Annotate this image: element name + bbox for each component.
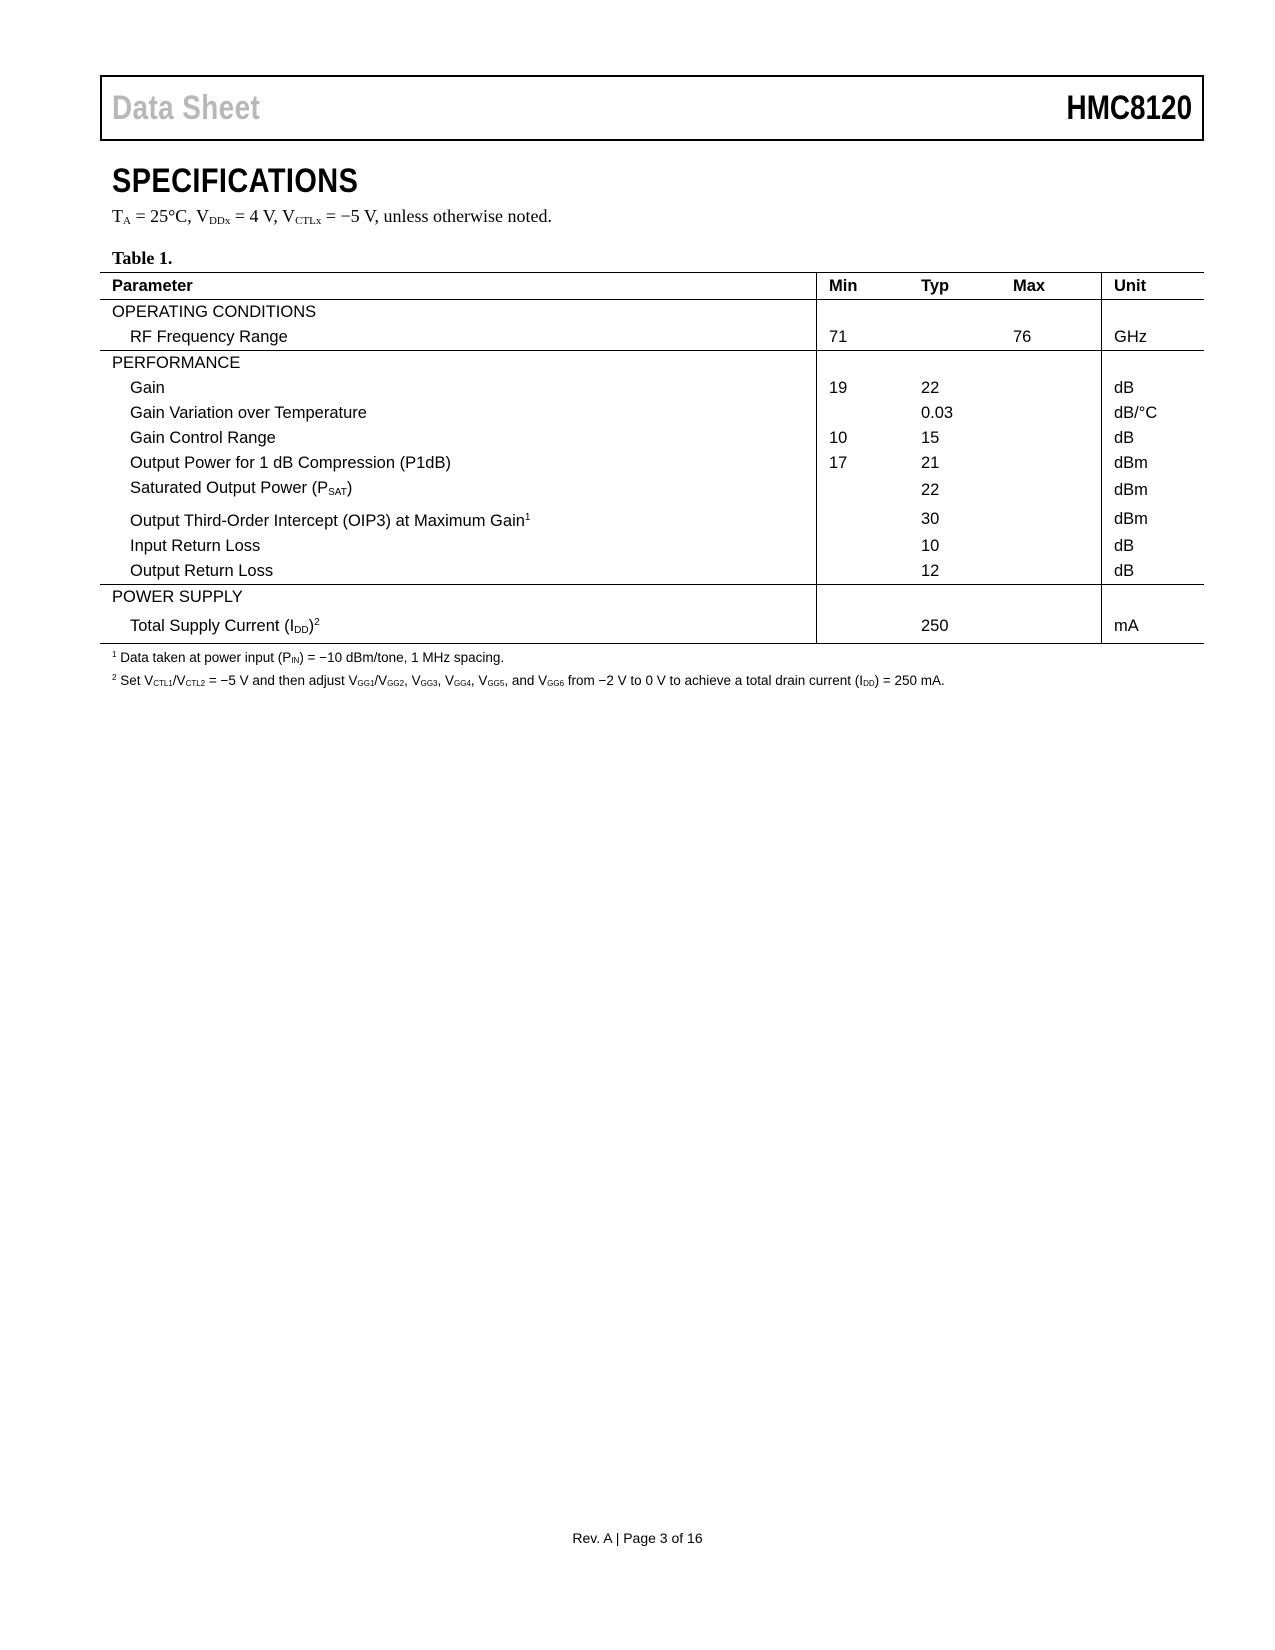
- header-parameter: Parameter: [100, 273, 817, 300]
- param-cell: Saturated Output Power $(P_{SAT})$: [130, 479, 353, 498]
- max-cell: [1013, 451, 1102, 476]
- table-row: [100, 559, 1204, 585]
- group-label: OPERATING CONDITIONS: [112, 303, 317, 321]
- header-part-number: HMC8120: [1066, 89, 1192, 127]
- typ-cell: 22: [921, 481, 940, 499]
- footnote-ref: 2: [314, 617, 320, 628]
- table-caption: Table 1.: [112, 248, 173, 268]
- max-cell: [1013, 534, 1102, 559]
- param-cell: Input Return Loss: [130, 537, 261, 555]
- specifications-table: [100, 272, 1204, 644]
- typ-cell: 250: [921, 610, 1013, 644]
- section-title: SPECIFICATIONS: [112, 162, 359, 200]
- unit-cell: dB: [1102, 534, 1205, 559]
- max-cell: [1013, 610, 1102, 644]
- min-cell: 17: [817, 451, 922, 476]
- unit-cell: GHz: [1102, 325, 1205, 351]
- table-row: [100, 401, 1204, 426]
- table-row: [100, 376, 1204, 401]
- max-cell: [1013, 559, 1102, 585]
- unit-cell: dB: [1102, 559, 1205, 585]
- table-header-row: [100, 273, 1204, 300]
- unit-cell: mA: [1102, 610, 1205, 644]
- min-cell: 10: [817, 426, 922, 451]
- header-unit: Unit: [1102, 273, 1205, 300]
- param-cell: Gain: [130, 379, 165, 397]
- param-cell: RF Frequency Range: [100, 325, 817, 351]
- page-header: [100, 75, 1204, 141]
- max-cell: [1013, 505, 1102, 534]
- page-footer: Rev. A | Page 3 of 16: [572, 1530, 703, 1546]
- test-conditions: $T_A = 25^\circ C$, $V_{DDx} = 4$ V, $V_{CTLx} = -5$ V, unless otherwise noted.: [112, 206, 552, 227]
- typ-cell: [921, 325, 1013, 351]
- param-cell: Output Third-Order Intercept (OIP3) at Maximum Gain$^1$: [130, 512, 531, 530]
- param-cell: Output Return Loss: [100, 559, 817, 585]
- typ-cell: 10: [921, 537, 940, 555]
- group-row: [100, 351, 1204, 377]
- param-cell: Total Supply Current $(I_{DD})^2$: [100, 610, 817, 644]
- typ-cell: 15: [921, 429, 940, 447]
- table-row: [100, 534, 1204, 559]
- typ-cell: 30: [921, 510, 940, 528]
- min-cell: [817, 559, 922, 585]
- unit-cell: dBm: [1102, 451, 1205, 476]
- param-cell: Output Power for 1 dB Compression (P1dB): [130, 454, 451, 472]
- unit-cell: dBm: [1102, 476, 1205, 505]
- max-cell: [1013, 376, 1102, 401]
- group-label: PERFORMANCE: [112, 354, 241, 372]
- param-cell: Gain Control Range: [130, 429, 276, 447]
- min-cell: [817, 534, 922, 559]
- table-row: [100, 476, 1204, 505]
- typ-cell: 21: [921, 454, 940, 472]
- min-cell: 19: [817, 376, 922, 401]
- table-row: [100, 505, 1204, 534]
- typ-cell: 0.03: [921, 404, 954, 422]
- max-cell: 76: [1013, 325, 1102, 351]
- max-cell: [1013, 476, 1102, 505]
- min-cell: [817, 401, 922, 426]
- group-row: [100, 300, 1204, 326]
- min-cell: [817, 610, 922, 644]
- param-cell: Gain Variation over Temperature: [130, 404, 367, 422]
- header-min: Min: [817, 273, 922, 300]
- max-cell: [1013, 426, 1102, 451]
- table-row: [100, 610, 1204, 644]
- header-max: Max: [1013, 273, 1102, 300]
- table-row: [100, 426, 1204, 451]
- group-row: [100, 585, 1204, 611]
- min-cell: 71: [817, 325, 922, 351]
- header-doc-type: Data Sheet: [112, 89, 261, 127]
- group-label: POWER SUPPLY: [112, 588, 243, 606]
- footnote-1: $^1$ Data taken at power input $(P_{IN}) = -10$ dBm/tone, 1 MHz spacing.: [112, 650, 505, 665]
- typ-cell: 12: [921, 559, 1013, 585]
- unit-cell: dB/°C: [1102, 401, 1205, 426]
- typ-cell: 22: [921, 379, 940, 397]
- max-cell: [1013, 401, 1102, 426]
- footnotes: [112, 646, 945, 692]
- unit-cell: dBm: [1102, 505, 1205, 534]
- table-row: [100, 325, 1204, 351]
- footnote-ref: 1: [524, 512, 531, 523]
- header-typ: Typ: [921, 273, 1013, 300]
- table-row: [100, 451, 1204, 476]
- unit-cell: dB: [1102, 426, 1205, 451]
- unit-cell: dB: [1102, 376, 1205, 401]
- min-cell: [817, 476, 922, 505]
- footnote-2: $^2$ Set $V_{CTL1}/V_{CTL2} = -5$ V and then adjust $V_{GG1}/V_{GG2}$, $V_{GG3}$, $V_{GG4}$, $V_{GG5}$, and $V_{GG6}$ from −2 V to 0 V to achieve a total drain current $(I_{DD}) = 250$ mA.: [112, 673, 945, 688]
- min-cell: [817, 505, 922, 534]
